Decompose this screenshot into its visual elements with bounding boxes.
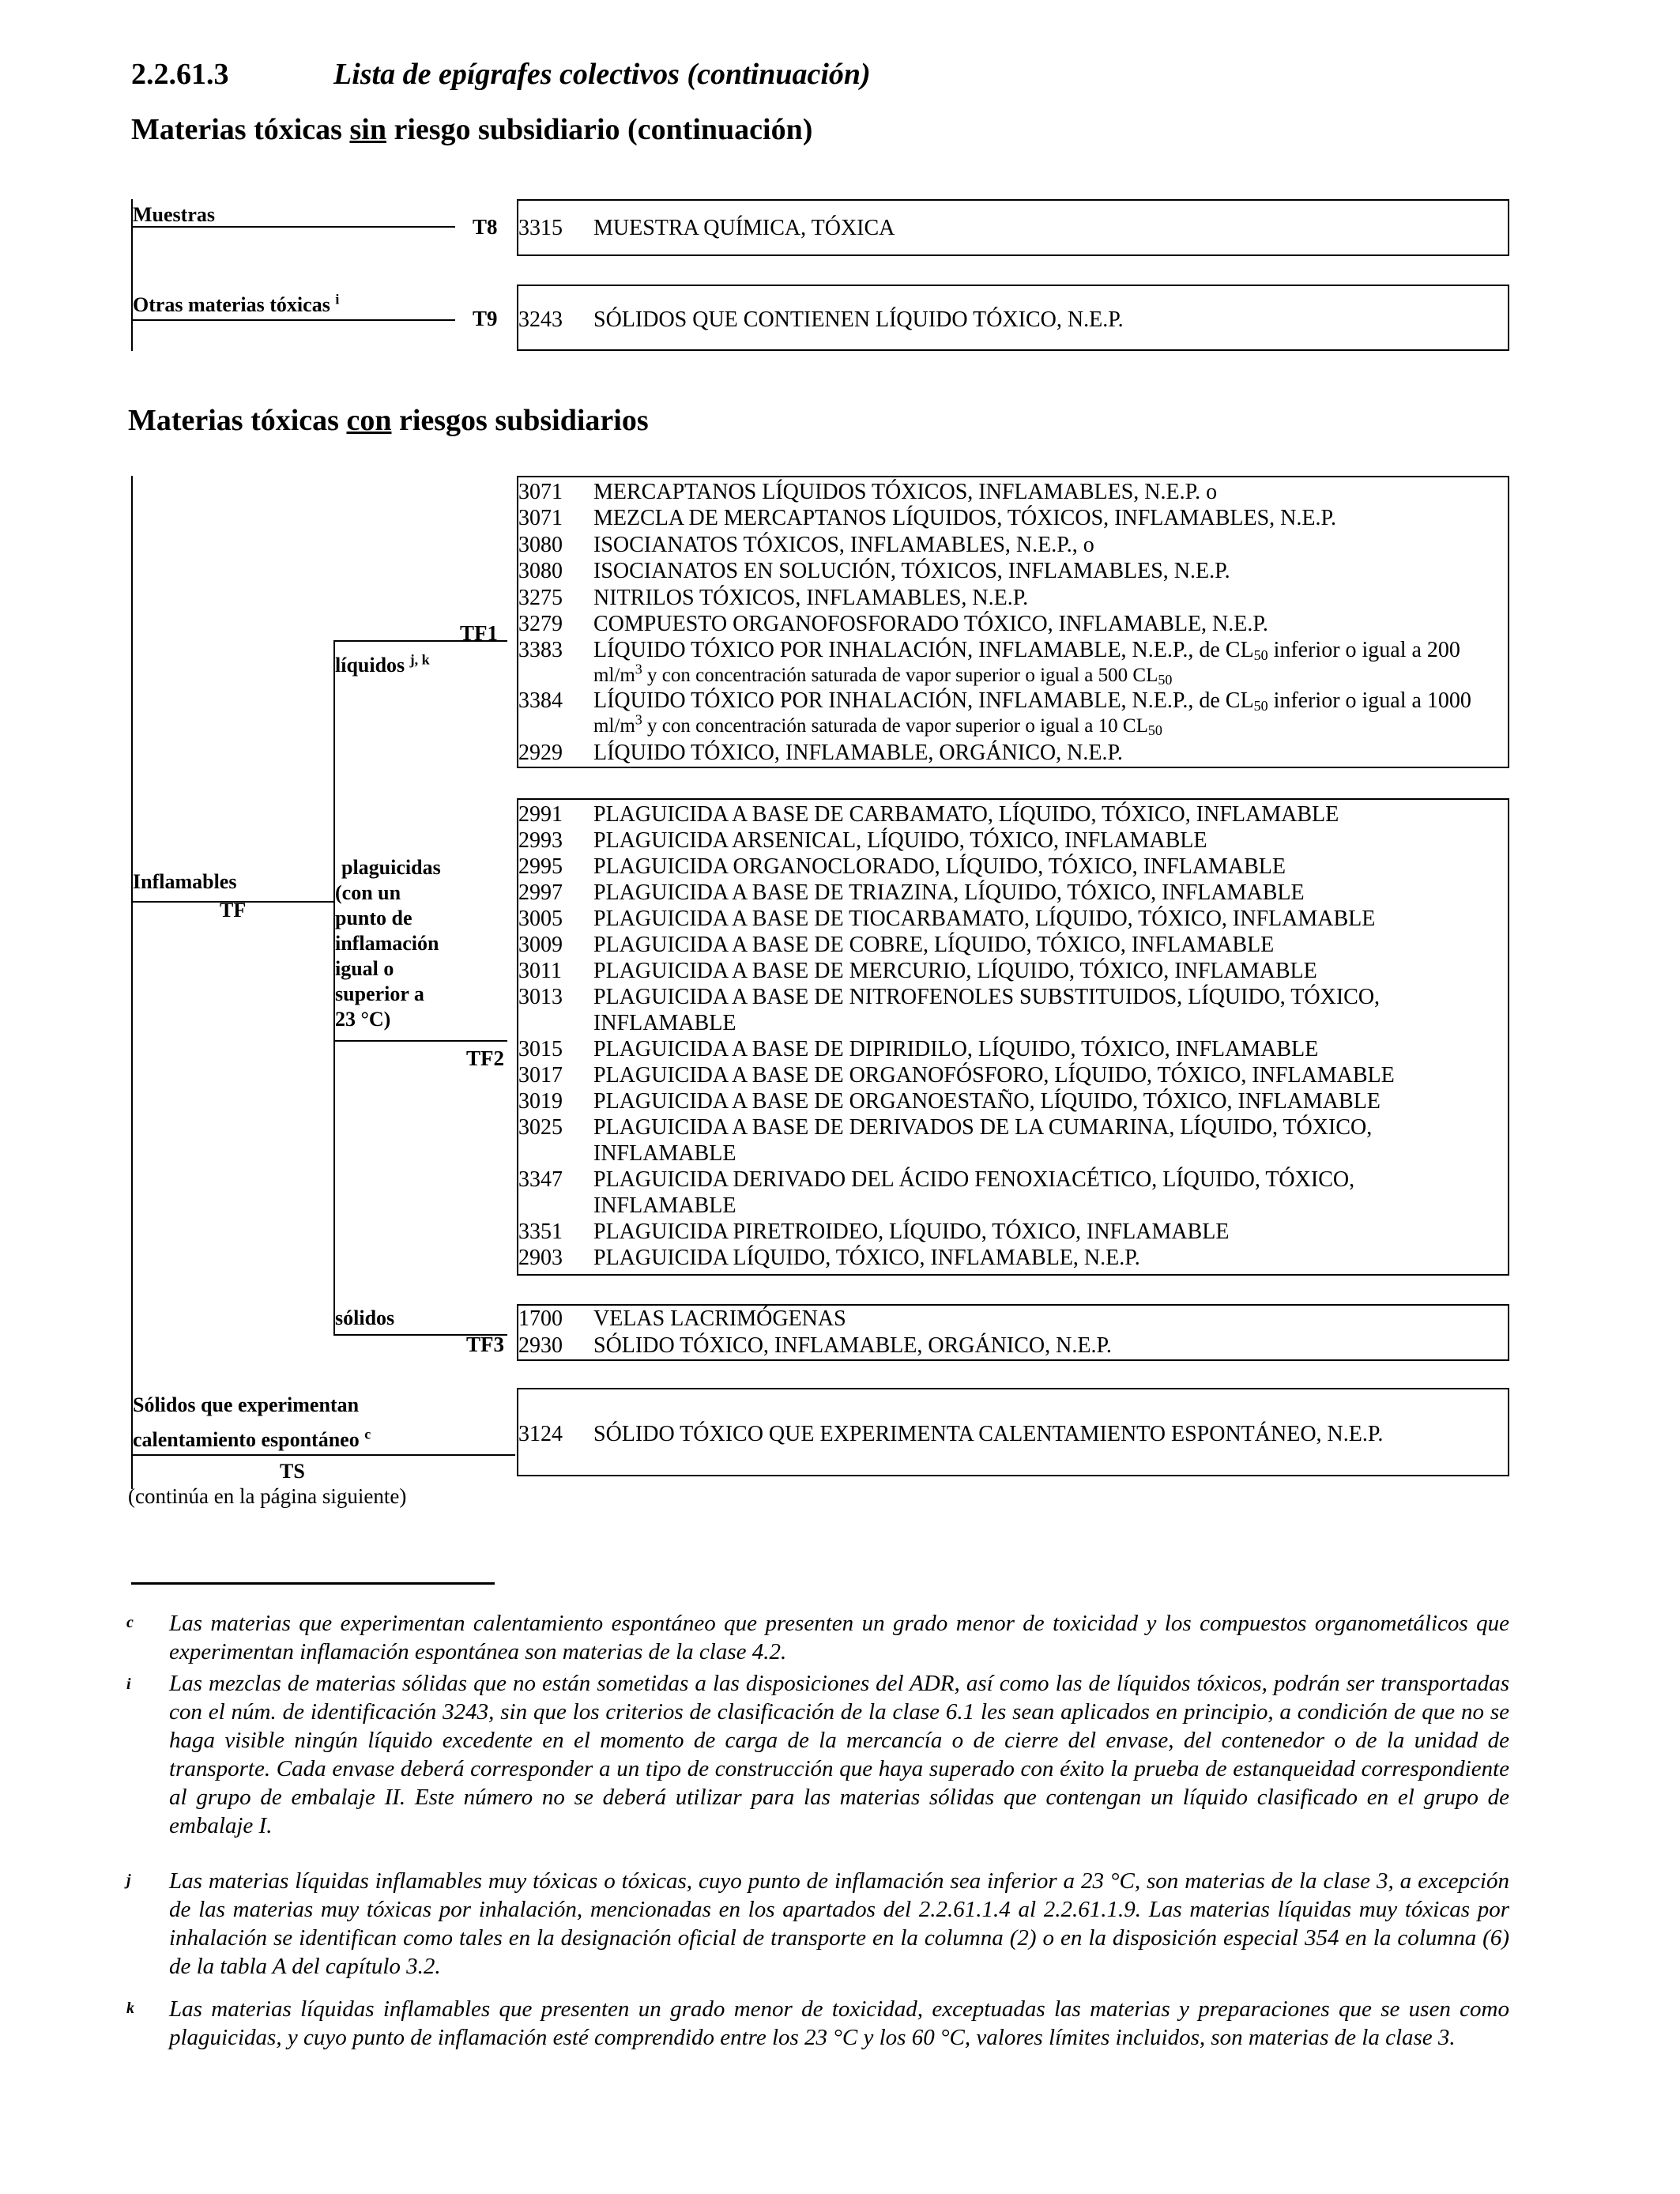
subheading-sin: Materias tóxicas sin riesgo subsidiario (continuación) (131, 113, 813, 146)
footnote-mark-k: k (126, 2000, 134, 2017)
footnote-i: Las mezclas de materias sólidas que no están sometidas a las disposiciones del ADR, así como las de líquidos tóxicos, podrán ser transportadas con el núm. de identificación 3243, sin que los criterios de clasificación de la clase 6.1 les sean aplicados en principio, a condición de que no se haga visible ningún líquido excedente en el momento de carga de la mercancía o de cierre del envase, del contenedor o de la unidad de transporte. Cada envase deberá corresponder a un tipo de construcción que haya superado con éxito la prueba de estanqueidad correspondiente al grupo de embalaje II. Este número no se deberá utilizar para las materias sólidas que contengan un líquido clasificado en el grupo de embalaje I. (169, 1671, 1509, 1838)
plaguicidas-line: (con un (335, 881, 401, 904)
plaguicidas-line: 23 °C) (335, 1008, 391, 1031)
footnote-c: Las materias que experimentan calentamiento espontáneo que presenten un grado menor de toxicidad y los compuestos organometálicos que experimentan inflamación espontánea son materias de la clase 4.2. (169, 1611, 1509, 1664)
code-tf2: TF2 (466, 1046, 505, 1070)
section-number: 2.2.61.3 (131, 58, 229, 91)
subheading-con: Materias tóxicas con riesgos subsidiarios (128, 404, 649, 437)
plaguicidas-line: igual o (335, 957, 394, 980)
label-plaguicidas (335, 855, 441, 1032)
label-espontaneo-2: calentamiento espontáneo $^c$ (133, 1426, 371, 1451)
tree-line-main (131, 476, 133, 1489)
label-espontaneo-1: Sólidos que experimentan (133, 1393, 360, 1416)
code-tf3: TF3 (466, 1333, 505, 1356)
label-liquidos: líquidos $^{j, k}$ (335, 651, 430, 677)
footnote-mark-i: i (126, 1676, 131, 1693)
label-muestras: Muestras (133, 203, 215, 226)
plaguicidas-line: superior a (335, 982, 424, 1005)
code-t8: T8 (473, 215, 498, 239)
plaguicidas-line: plaguicidas (341, 856, 441, 879)
section-title: Lista de epígrafes colectivos (continuación) (333, 58, 871, 91)
plaguicidas-line: inflamación (335, 932, 439, 955)
footnote-separator (131, 1582, 495, 1585)
code-t9: T9 (473, 307, 498, 330)
footnote-mark-j: j (126, 1872, 131, 1889)
label-ts: TS (280, 1460, 305, 1483)
footnote-mark-c: c (126, 1614, 134, 1631)
plaguicidas-line: punto de (335, 907, 412, 929)
label-solidos: sólidos (335, 1306, 395, 1329)
continued-note: (continúa en la página siguiente) (128, 1484, 407, 1508)
footnote-k: Las materias líquidas inflamables que presenten un grado menor de toxicidad, exceptuadas las materias y preparaciones que se usen como plaguicidas, y cuyo punto de inflamación esté comprendido entre los 23 °C y los 60 °C, valores límites incluidos, son materias de la clase 3. (169, 1996, 1509, 2050)
code-tf1: TF1 (460, 621, 499, 645)
footnote-j: Las materias líquidas inflamables muy tóxicas o tóxicas, cuyo punto de inflamación sea inferior a 23 °C, son materias de la clase 3, a excepción de las materias muy tóxicas por inhalación, mencionadas en los apartados del 2.2.61.1.4 al 2.2.61.1.9. Las materias líquidas muy tóxicas por inhalación se identifican como tales en la designación oficial de transporte en la columna (2) o en la disposición especial 354 en la columna (6) de la tabla A del capítulo 3.2. (169, 1868, 1509, 1979)
section-heading (131, 57, 871, 92)
label-otras: Otras materias tóxicas $^i$ (133, 291, 340, 316)
label-tf: TF (220, 899, 247, 922)
label-inflamables: Inflamables (133, 870, 237, 893)
